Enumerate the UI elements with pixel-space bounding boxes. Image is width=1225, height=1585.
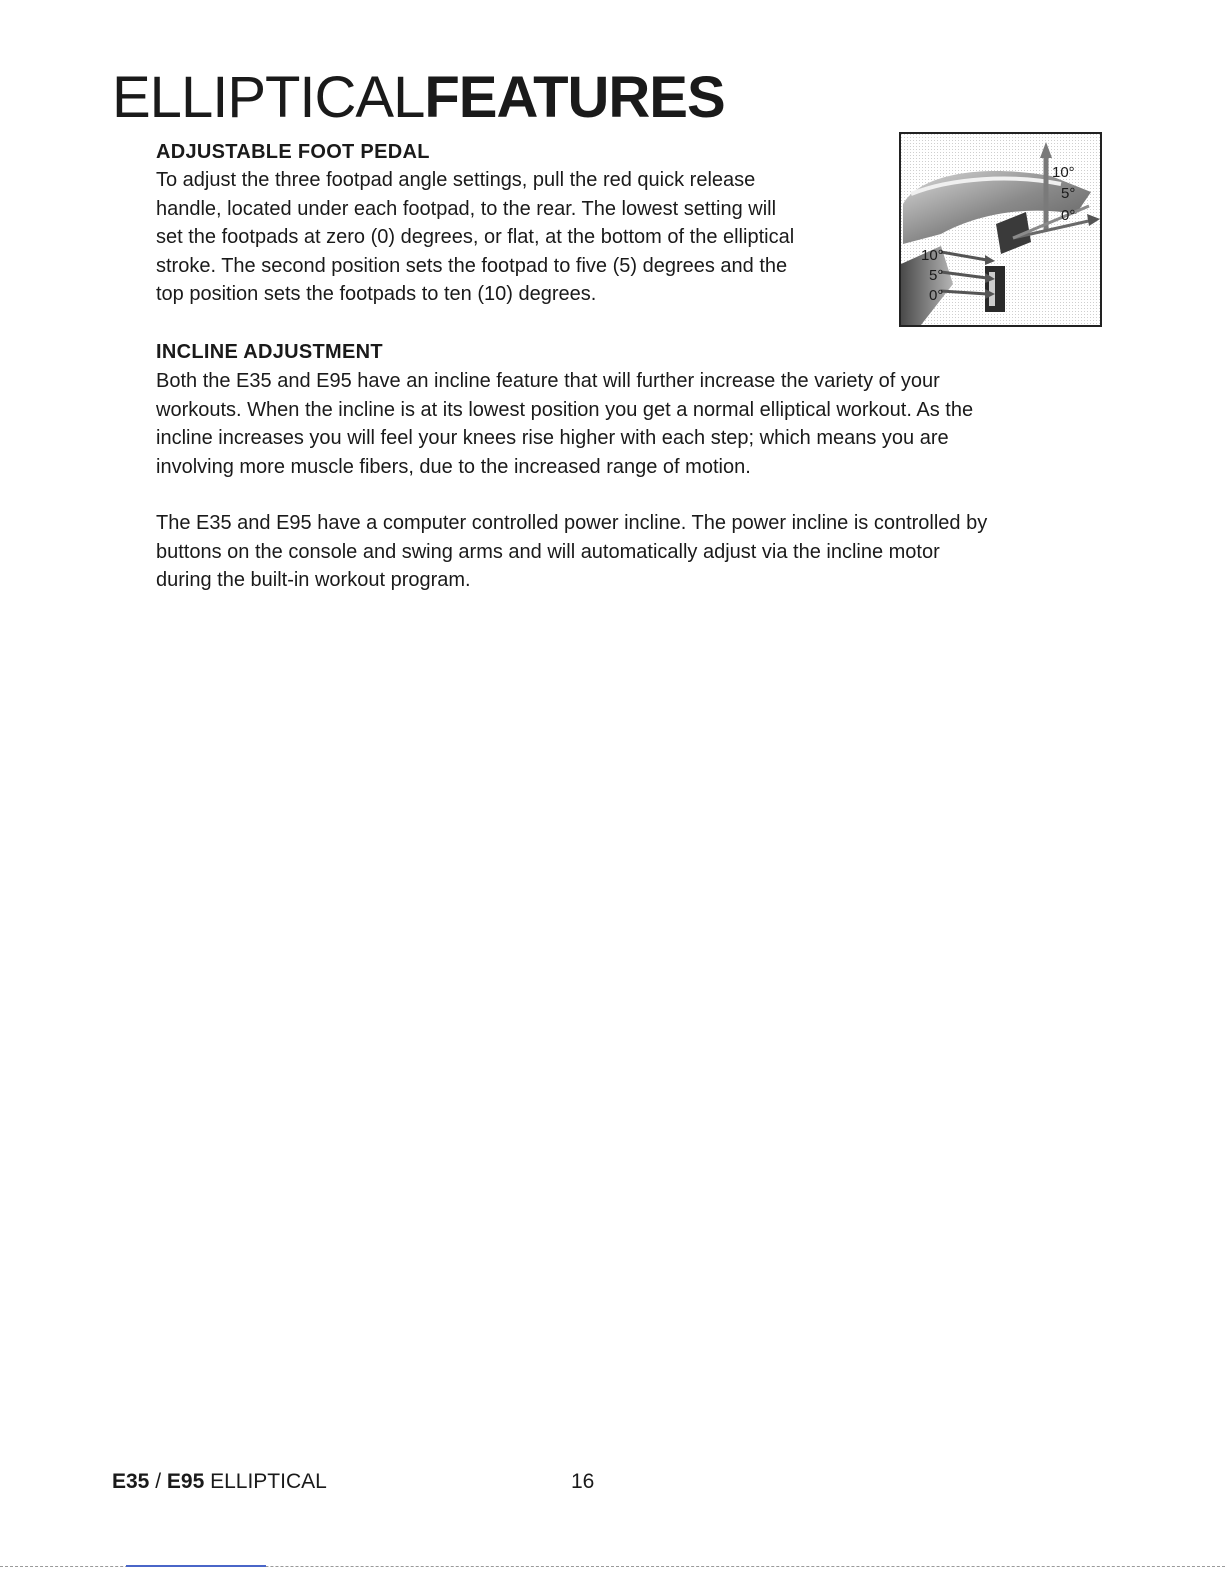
footpad-illustration bbox=[901, 134, 1100, 325]
page-title bbox=[112, 66, 725, 130]
page-number: 16 bbox=[571, 1470, 595, 1493]
page-title-bold: FEATURES bbox=[424, 65, 725, 130]
footpad-angle-figure bbox=[899, 132, 1102, 327]
text-line: top position sets the footpads to ten (10) degrees. bbox=[156, 283, 597, 306]
incline-paragraph-1 bbox=[156, 367, 973, 481]
text-line: workouts. When the incline is at its lowest position you get a normal elliptical workout. As the bbox=[156, 398, 974, 421]
footer-suffix: ELLIPTICAL bbox=[204, 1470, 327, 1493]
text-line: Both the E35 and E95 have an incline feature that will further increase the variety of your bbox=[156, 370, 940, 392]
text-line: set the footpads at zero (0) degrees, or flat, at the bottom of the elliptical bbox=[156, 226, 795, 249]
text-line: The E35 and E95 have a computer controlled power incline. The power incline is controlled by bbox=[156, 512, 988, 534]
footer-model-a: E35 bbox=[112, 1470, 150, 1493]
incline-paragraph-2 bbox=[156, 509, 987, 595]
footer-model-b: E95 bbox=[166, 1470, 205, 1493]
text-line: during the built-in workout program. bbox=[156, 569, 471, 592]
text-line: buttons on the console and swing arms and will automatically adjust via the incline motor bbox=[156, 540, 940, 563]
angle-label-right-10: 10° bbox=[1052, 164, 1075, 181]
footer-separator: / bbox=[149, 1470, 167, 1493]
text-line: To adjust the three footpad angle settings, pull the red quick release bbox=[156, 169, 756, 191]
angle-label-left-10: 10° bbox=[921, 247, 944, 264]
foot-pedal-paragraph bbox=[156, 166, 794, 309]
angle-label-left-0: 0° bbox=[929, 287, 944, 304]
text-line: handle, located under each footpad, to the rear. The lowest setting will bbox=[156, 197, 777, 220]
text-line: incline increases you will feel your knees rise higher with each step; which means you are bbox=[156, 427, 949, 450]
text-line: stroke. The second position sets the footpad to five (5) degrees and the bbox=[156, 254, 788, 277]
angle-label-right-0: 0° bbox=[1061, 207, 1076, 224]
angle-label-right-5: 5° bbox=[1061, 185, 1076, 202]
section-heading-incline: INCLINE ADJUSTMENT bbox=[156, 341, 383, 363]
section-heading-foot-pedal: ADJUSTABLE FOOT PEDAL bbox=[156, 141, 430, 163]
bottom-accent-line bbox=[126, 1565, 266, 1567]
text-line: involving more muscle fibers, due to the increased range of motion. bbox=[156, 455, 751, 478]
footer-model-name bbox=[112, 1469, 327, 1495]
angle-label-left-5: 5° bbox=[929, 267, 944, 284]
page-title-light: ELLIPTICAL bbox=[112, 65, 425, 130]
